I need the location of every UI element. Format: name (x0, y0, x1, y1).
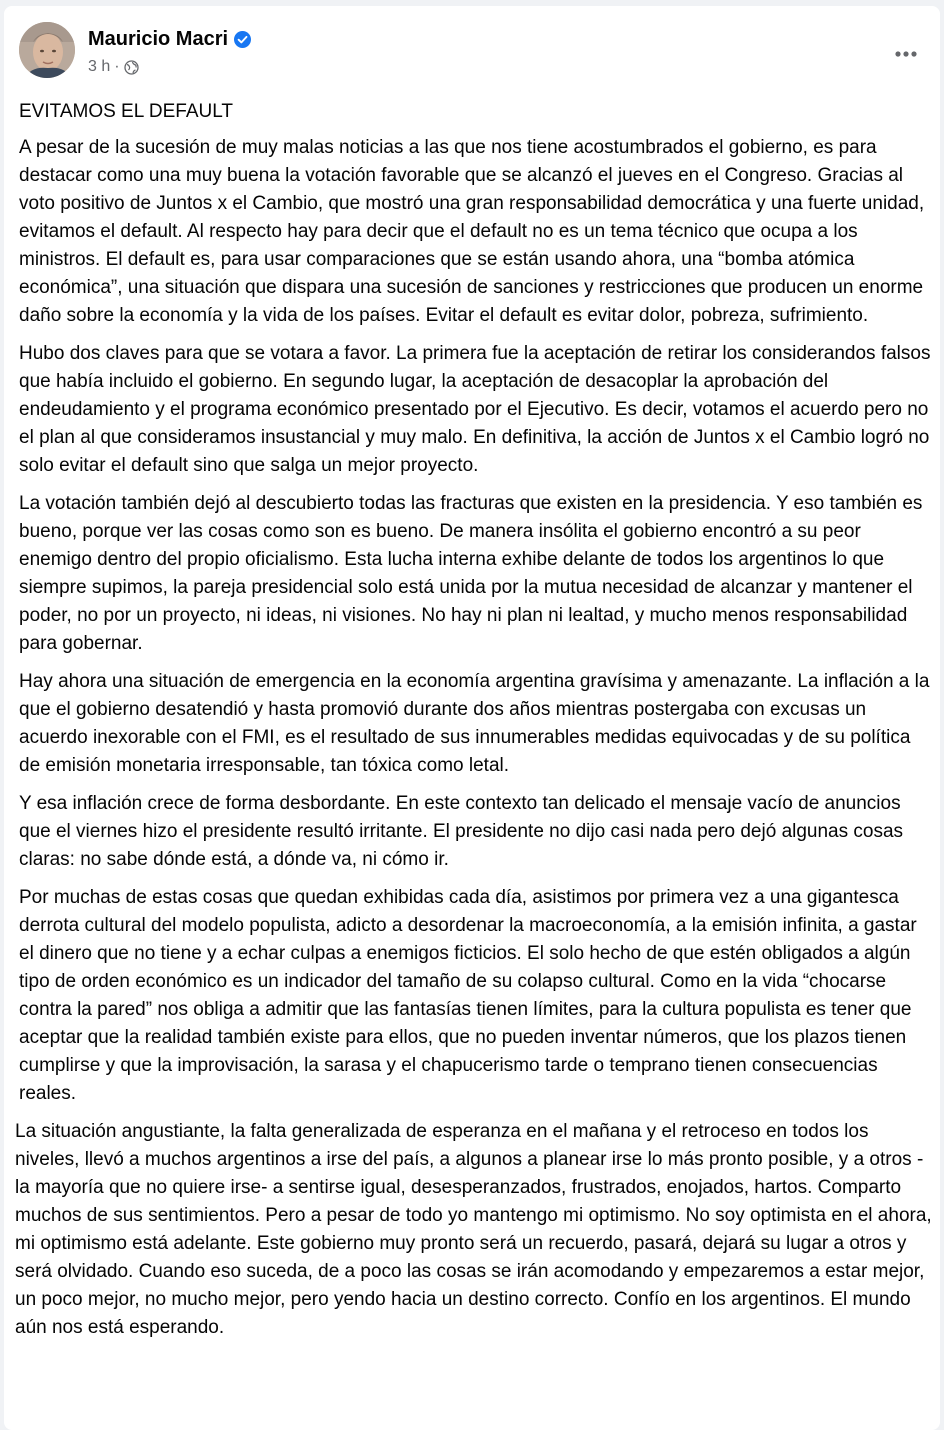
post-paragraph: A pesar de la sucesión de muy malas noticias a las que nos tiene acostumbrados el gobierno, es para destacar como una muy buena la votación favorable que se alcanzó el jueves en el Congreso. Gracias al voto positivo de Juntos x el Cambio, que mostró una gran responsabilidad democrática y una fuerte unidad, evitamos el default. Al respecto hay para decir que el default no es un tema técnico que ocupa a los ministros. El default es, para usar comparaciones que se están usando ahora, una “bomba atómica económica”, una situación que dispara una sucesión de sanciones y restricciones que producen un enorme daño sobre la economía y la vida de los países. Evitar el default es evitar dolor, pobreza, sufrimiento. (19, 137, 925, 326)
post-header (18, 22, 926, 82)
post-heading: EVITAMOS EL DEFAULT (19, 101, 233, 122)
post-paragraph: Por muchas de estas cosas que quedan exhibidas cada día, asistimos por primera vez a una gigantesca derrota cultural del modelo populista, adicto a desordenar la macroeconomía, a la emisión infinita, a gastar el dinero que no tiene y a echar culpas a enemigos ficticios. El solo hecho de que estén obligados a algún tipo de orden económico es un indicador del tamaño de su colapso cultural. Como en la vida “chocarse contra la pared” nos obliga a admitir que las fantasías tienen límites, para la cultura populista es tener que aceptar que la realidad también existe para ellos, que no pueden inventar números, que los plazos tienen cumplirse y que la improvisación, la sarasa y el chapucerismo tarde o temprano tienen consecuencias reales. (19, 887, 917, 1104)
globe-icon[interactable] (124, 60, 139, 75)
verified-badge-icon (234, 31, 251, 48)
post-paragraph: La situación angustiante, la falta generalizada de esperanza en el mañana y el retroceso en todos los niveles, llevó a muchos argentinos a irse del país, a algunos a planear irse lo más pronto posible, y a otros -la mayoría que no quiere irse- a sentirse igual, desesperanzados, frustrados, enojados, hartos. Comparto muchos de sus sentimientos. Pero a pesar de todo yo mantengo mi optimismo. No soy optimista en el ahora, mi optimismo está adelante. Este gobierno muy pronto será un recuerdo, pasará, dejará su lugar a otros y será olvidado. Cuando eso suceda, de a poco las cosas se irán acomodando y empezaremos a estar mejor, un poco mejor, no mucho mejor, pero yendo hacia un destino correcto. Confío en los argentinos. El mundo aún nos está esperando. (15, 1121, 932, 1338)
avatar-photo (19, 22, 75, 78)
post-paragraph: Hubo dos claves para que se votara a favor. La primera fue la aceptación de retirar los considerandos falsos que había incluido el gobierno. En segundo lugar, la aceptación de desacoplar la aprobación del endeudamiento y el programa económico presentado por el Ejecutivo. Es decir, votamos el acuerdo pero no el plan al que consideramos insustancial y muy malo. En definitiva, la acción de Juntos x el Cambio logró no solo evitar el default sino que salga un mejor proyecto. (19, 343, 931, 476)
post-card (4, 6, 940, 1430)
author-avatar[interactable] (19, 22, 75, 78)
more-options-button[interactable] (888, 36, 924, 72)
post-paragraph: Hay ahora una situación de emergencia en la economía argentina gravísima y amenazante. La inflación a la que el gobierno desatendió y hasta promovió durante dos años mientras postergaba con excusas un acuerdo inexorable con el FMI, es el resultado de sus innumerables medidas equivocadas y de su política de emisión monetaria irresponsable, tan tóxica como letal. (19, 671, 930, 776)
post-text (15, 98, 934, 1352)
post-paragraph: La votación también dejó al descubierto todas las fracturas que existen en la presidencia. Y eso también es bueno, porque ver las cosas como son es bueno. De manera insólita el gobierno encontró a su peor enemigo dentro del propio oficialismo. Esta lucha interna exhibe delante de todos los argentinos lo que siempre supimos, la pareja presidencial solo está unida por la mutua necesidad de alcanzar y mantener el poder, no por un proyecto, ni ideas, ni visiones. No hay ni plan ni lealtad, y mucho menos responsabilidad para gobernar. (19, 493, 923, 654)
author-name[interactable]: Mauricio Macri (88, 28, 229, 50)
post-timestamp[interactable]: 3 h (88, 58, 111, 75)
author-row (88, 28, 251, 51)
meta-separator: · (114, 58, 120, 75)
more-options-icon (894, 50, 918, 58)
post-paragraph: Y esa inflación crece de forma desbordante. En este contexto tan delicado el mensaje vacío de anuncios que el viernes hizo el presidente resultó irritante. El presidente no dijo casi nada pero dejó algunas cosas claras: no sabe dónde está, a dónde va, ni cómo ir. (19, 793, 904, 870)
post-meta (88, 58, 139, 76)
